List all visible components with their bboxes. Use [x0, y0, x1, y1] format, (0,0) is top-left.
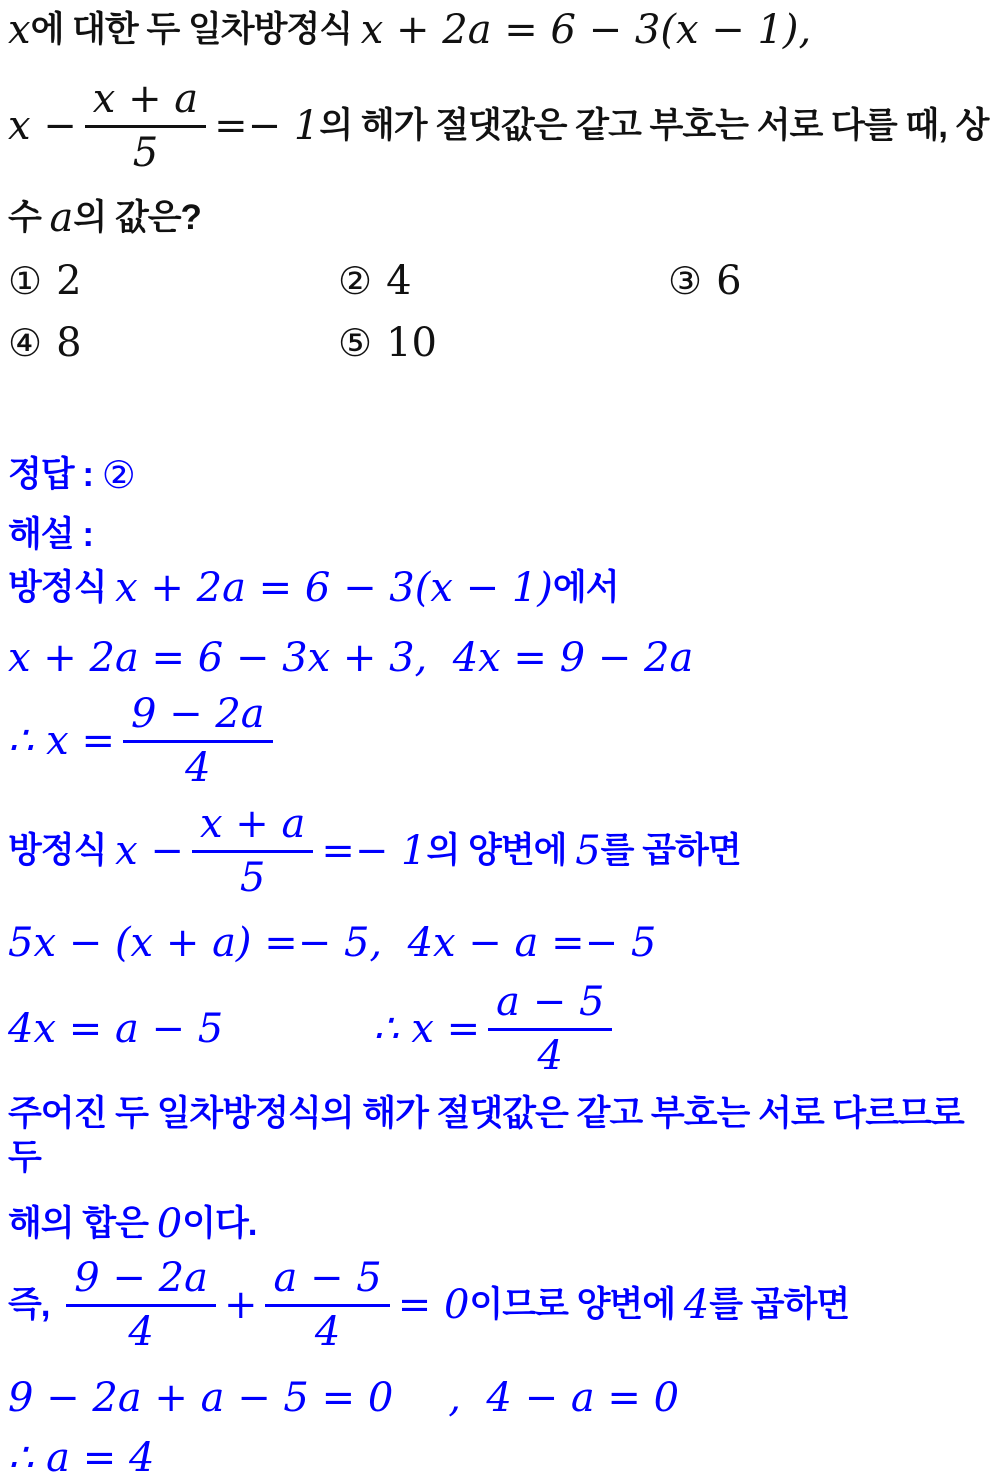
math-expression: ∴ x =: [373, 1006, 481, 1052]
korean-text: 방정식: [8, 831, 116, 870]
fraction: [85, 78, 206, 174]
math-expression: 0: [156, 1201, 183, 1247]
choice-value: 10: [386, 320, 437, 366]
korean-text: 이므로 양변에: [469, 1285, 684, 1324]
fraction-denominator: 4: [185, 745, 211, 791]
problem-statement: [8, 8, 993, 240]
choice-3: [668, 259, 993, 303]
choice-value: 2: [56, 258, 82, 304]
solution-line-reasoning-2: [8, 1202, 993, 1246]
choice-value: 8: [56, 320, 82, 366]
korean-text: 즉,: [8, 1285, 59, 1324]
solution-line-multiply5: [8, 921, 993, 965]
korean-text: 에 대한 두 일차방정식: [30, 10, 361, 49]
fraction-denominator: 4: [128, 1309, 154, 1355]
math-expression: 5: [575, 828, 601, 874]
math-expression: , 4 − a = 0: [448, 1375, 680, 1421]
math-expression: x: [8, 7, 31, 53]
choice-marker: ①: [8, 259, 43, 303]
korean-text: 를 곱하면: [600, 831, 741, 870]
problem-line-3: [8, 196, 993, 240]
fraction-numerator: 9 − 2a: [66, 1257, 216, 1307]
math-expression: =− 1: [214, 103, 320, 149]
korean-text: 를 곱하면: [709, 1285, 850, 1324]
fraction-numerator: x + a: [192, 803, 313, 853]
answer-choices: [8, 259, 993, 365]
solution-line-equation2-intro: [8, 803, 993, 899]
fraction: [488, 981, 612, 1077]
math-expression: = 0: [397, 1282, 470, 1328]
solution-line-expand: [8, 636, 993, 680]
korean-text: 주어진 두 일차방정식의 해가 절댓값은 같고 부호는 서로 다르므로 두: [8, 1094, 973, 1177]
math-expression: x −: [8, 103, 77, 149]
choice-marker: ④: [8, 321, 43, 365]
fraction: [123, 693, 273, 789]
choice-4: [8, 321, 338, 365]
korean-text: 의 양변에: [426, 831, 576, 870]
explanation-label-line: [8, 513, 993, 557]
math-expression: a: [49, 195, 74, 241]
fraction-numerator: a − 5: [488, 981, 612, 1031]
solution-line-simplify: [8, 1376, 993, 1420]
fraction-numerator: x + a: [85, 78, 206, 128]
math-expression: x −: [115, 828, 184, 874]
korean-text: 의 값은?: [73, 198, 201, 237]
math-expression: =− 1: [321, 828, 427, 874]
fraction: [192, 803, 313, 899]
fraction-denominator: 5: [132, 130, 159, 176]
math-expression: ∴ x =: [8, 718, 115, 764]
solution-section: [8, 453, 993, 1480]
solution-line-equation1-intro: [8, 566, 993, 610]
choice-value: 6: [716, 258, 742, 304]
korean-text: 이다.: [182, 1204, 257, 1243]
math-expression: 4: [683, 1282, 710, 1328]
problem-line-1: [8, 8, 993, 52]
answer-line: [8, 453, 993, 497]
solution-line-x2: [8, 981, 993, 1077]
fraction: [66, 1257, 216, 1353]
korean-text: 해의 합은: [8, 1204, 157, 1243]
choice-marker: ③: [668, 259, 703, 303]
choice-1: [8, 259, 338, 303]
choice-value: 4: [386, 258, 412, 304]
problem-line-2: [8, 78, 993, 174]
math-expression: 9 − 2a + a − 5 = 0: [8, 1375, 394, 1421]
solution-line-final-answer: [8, 1436, 993, 1480]
fraction-denominator: 4: [537, 1033, 563, 1079]
korean-text: 수: [8, 198, 50, 237]
fraction-denominator: 4: [314, 1309, 341, 1355]
choice-marker: ②: [338, 259, 373, 303]
math-expression: x + 2a = 6 − 3(x − 1): [115, 565, 553, 611]
solution-line-x1: [8, 693, 993, 789]
math-expression: 5x − (x + a) =− 5, 4x − a =− 5: [8, 920, 657, 966]
math-expression: +: [223, 1282, 258, 1328]
answer-label: 정답 :: [8, 455, 102, 494]
korean-text: 방정식: [8, 568, 116, 607]
korean-text: 에서: [552, 568, 619, 607]
choice-5: [338, 321, 668, 365]
fraction-numerator: a − 5: [265, 1257, 389, 1307]
solution-line-sum-equation: [8, 1257, 993, 1353]
math-expression: 4x = a − 5: [8, 1006, 224, 1052]
solution-line-reasoning-1: [8, 1092, 993, 1180]
math-expression: x + 2a = 6 − 3x + 3, 4x = 9 − 2a: [8, 635, 694, 681]
answer-marker: ②: [101, 453, 136, 497]
math-expression: ∴ a = 4: [8, 1435, 155, 1481]
fraction: [265, 1257, 389, 1353]
fraction-denominator: 5: [239, 855, 266, 901]
math-expression: x + 2a = 6 − 3(x − 1),: [360, 7, 812, 53]
korean-text: 의 해가 절댓값은 같고 부호는 서로 다를 때, 상: [319, 106, 989, 145]
choice-2: [338, 259, 668, 303]
explanation-label: 해설 :: [8, 515, 102, 554]
fraction-numerator: 9 − 2a: [123, 693, 273, 743]
choice-marker: ⑤: [338, 321, 373, 365]
